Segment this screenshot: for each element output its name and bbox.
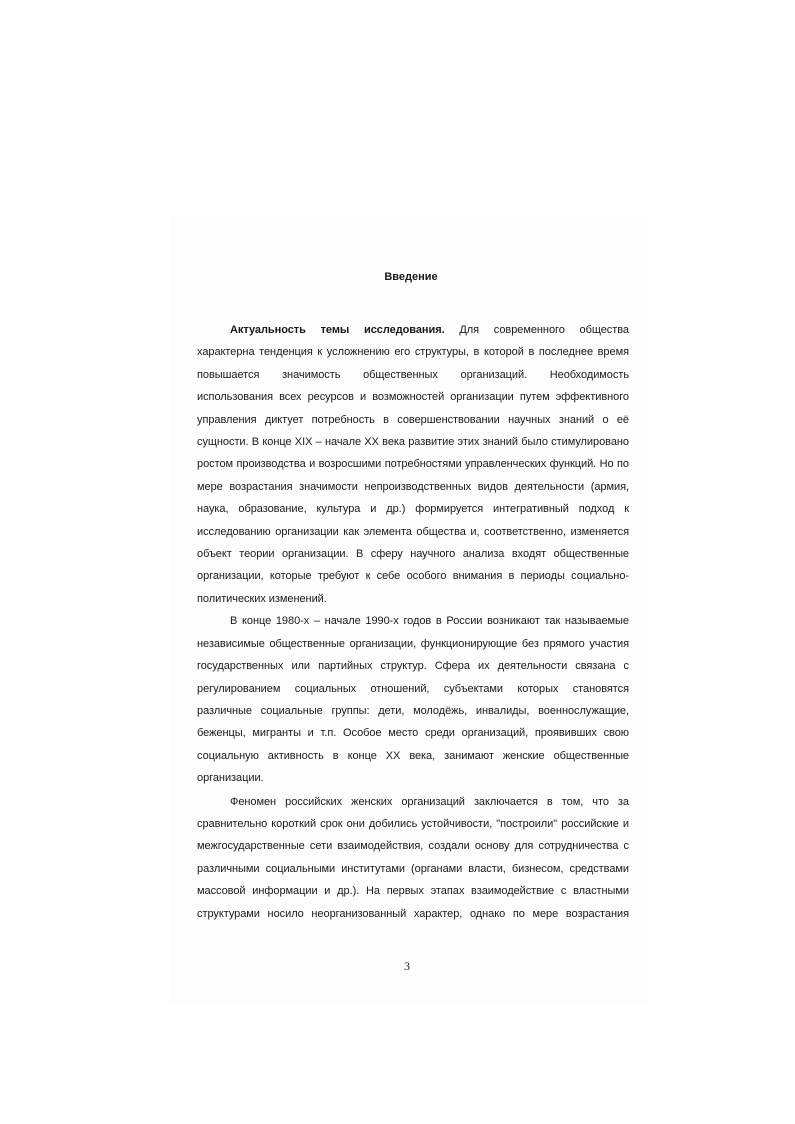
- paragraph-organizations: В конце 1980-х – начале 1990-х годов в России возникают так называемые независимые общественные организации, функционирующие без прямого участия государственных или партийных структур. Сфера их деятельности связана с регулированием социальных отношений, субъектами которых становятся различные социальные группы: дети, молодёжь, инвалиды, военнослужащие, беженцы, мигранты и т.п. Особое место среди организаций, проявивших свою социальную активность в конце XX века, занимают женские общественные организации.: [197, 615, 629, 785]
- paragraph-phenomenon: Феномен российских женских организаций заключается в том, что за сравнительно короткий срок они добились устойчивости, "построили" российские и межгосударственные сети взаимодействия, создали основу для сотрудничества с различными социальными институтами (органами власти, бизнесом, средствами массовой информации и др.). На первых этапах взаимодействие с властными структурами носило неорганизованный характер, однако по мере возрастания: [197, 795, 629, 920]
- section-title: Введение: [384, 271, 438, 283]
- paragraph-relevance: [197, 319, 629, 610]
- paragraph-body: Для современного общества характерна тенденция к усложнению его структуры, в которой в последнее время повышается значимость общественных организаций. Необходимость использования всех ресурсов и возможностей организации путем эффективного управления диктует потребность в совершенствовании научных знаний о её сущности. В конце XIX – начале XX века развитие этих знаний было стимулировано ростом производства и возросшими потребностями управленческих функций. Но по мере возрастания значимости непроизводственных видов деятельности (армия, наука, образование, культура и др.) формируется интегративный подход к исследованию организации как элемента общества и, соответственно, изменяется объект теории организации. В сферу научного анализа входят общественные организации, которые требуют к себе особого внимания в периоды социально-политических изменений.: [197, 324, 629, 605]
- page-number: 3: [404, 959, 410, 973]
- body-text: [197, 319, 629, 925]
- paragraph-lead-heading: Актуальность темы исследования.: [230, 324, 445, 336]
